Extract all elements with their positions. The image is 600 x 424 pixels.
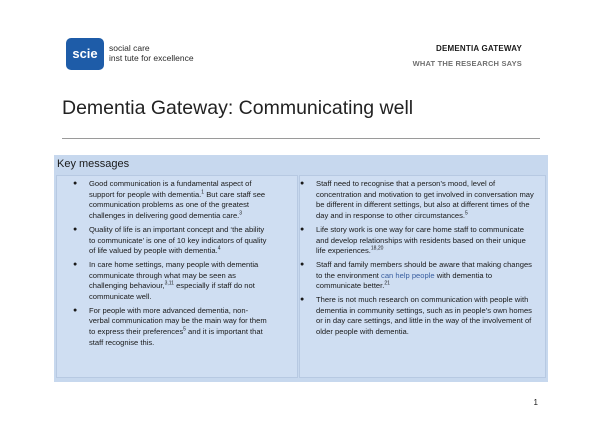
- message-text: with dementia to communicate better.: [316, 270, 493, 291]
- key-messages-right-list: [300, 179, 534, 341]
- message-text: can help people: [381, 270, 435, 280]
- key-message-item: [73, 259, 267, 303]
- organisation-line-1: social care: [109, 43, 150, 53]
- title-divider: [62, 138, 540, 139]
- message-text: Staff need to recognise that a person’s mood, level of concentration and motivation to get involved in conversation may be different in different settings, but also at different times of the day and in response to other circumstances.: [316, 179, 534, 221]
- citation-ref: 21: [384, 280, 390, 287]
- key-message-item: [300, 179, 534, 222]
- message-text: and it is important that staff recognise this.: [89, 327, 263, 347]
- citation-ref: 3,11: [164, 280, 174, 287]
- message-text: especially if staff do not communicate well.: [89, 281, 255, 302]
- bullet-icon: ●: [73, 306, 78, 314]
- bullet-icon: ●: [73, 180, 78, 187]
- bullet-icon: ●: [300, 225, 305, 233]
- message-text: Staff and family members should be aware that making changes to the environment: [316, 259, 532, 280]
- bullet-icon: ●: [300, 260, 305, 268]
- message-text: There is not much research on communication with people with dementia in community settings, such as in people’s own homes or in day care settings, and little in the way of the involvement of older people with dementia.: [316, 295, 532, 337]
- key-messages-left-column: [56, 175, 298, 378]
- organisation-line-2: inst tute for excellence: [109, 53, 194, 63]
- scie-logo: scie: [66, 38, 104, 70]
- message-text: Quality of life is an important concept and ‘the ability to communicate’ is one of 10 key indicators of quality of life valued by people with dementia.: [89, 224, 267, 256]
- page-title: Dementia Gateway: Communicating well: [62, 97, 414, 119]
- key-message-item: [300, 295, 534, 338]
- organisation-name: [109, 43, 194, 63]
- bullet-icon: ●: [73, 225, 78, 233]
- key-messages-box: [54, 155, 548, 382]
- key-messages-left-list: [73, 179, 267, 352]
- message-text: Good communication is a fundamental aspect of support for people with dementia.: [89, 179, 252, 199]
- bullet-icon: ●: [300, 296, 305, 304]
- key-message-item: [73, 224, 267, 257]
- bullet-icon: ●: [73, 260, 78, 268]
- key-message-item: [300, 259, 534, 292]
- citation-ref: 5: [465, 210, 468, 217]
- citation-ref: 5: [183, 326, 186, 333]
- message-text: For people with more advanced dementia, non-verbal communication may be the main way for them to express their preferences: [89, 305, 267, 337]
- citation-ref: 4: [217, 245, 221, 252]
- key-message-item: [73, 305, 267, 349]
- citation-ref: 18,20: [370, 245, 384, 252]
- bullet-icon: ●: [300, 180, 305, 187]
- key-messages-right-column: [299, 175, 546, 378]
- key-messages-heading: Key messages: [57, 158, 130, 170]
- header-series-title: DEMENTIA GATEWAY: [435, 44, 522, 53]
- page-number: 1: [533, 398, 538, 407]
- key-message-item: [73, 179, 267, 222]
- message-text: In care home settings, many people with dementia communicate through what may be seen as challenging behaviour,: [89, 259, 259, 291]
- header-subtitle: WHAT THE RESEARCH SAYS: [412, 59, 522, 68]
- citation-ref: 1: [201, 189, 205, 196]
- message-text: Life story work is one way for care home staff to communicate and develop relationships with residents based on their unique life experiences.: [316, 224, 526, 256]
- citation-ref: 3: [239, 210, 243, 217]
- key-message-item: [300, 224, 534, 257]
- message-text: But care staff see communication problems as one of the greatest challenges in delivering good dementia care.: [89, 189, 266, 221]
